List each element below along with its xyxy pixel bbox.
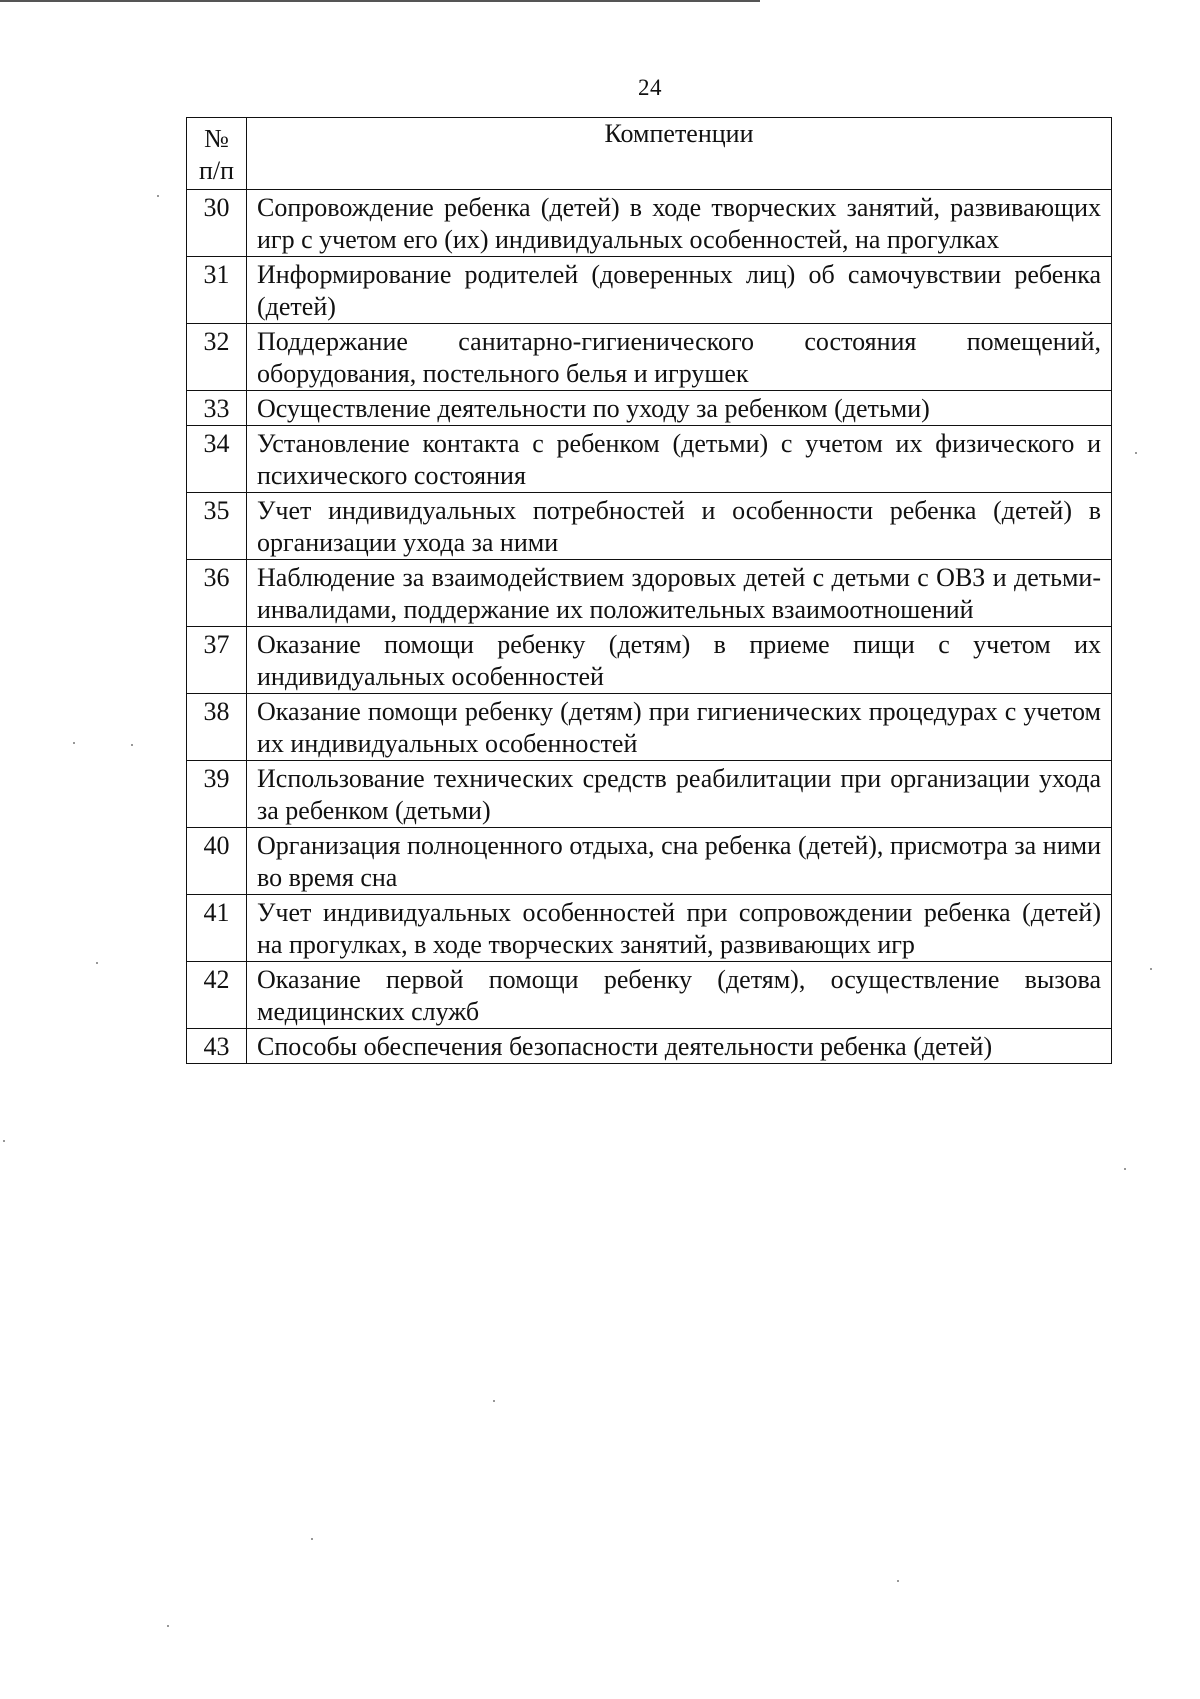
row-competency: Оказание помощи ребенку (детям) в приеме пищи с учетом их индивидуальных особенностей [247, 627, 1112, 694]
scan-speck [493, 1400, 495, 1402]
scan-speck [897, 1580, 899, 1582]
scan-speck [157, 195, 159, 197]
row-competency: Организация полноценного отдыха, сна ребенка (детей), присмотра за ними во время сна [247, 828, 1112, 895]
row-competency: Информирование родителей (доверенных лиц) об самочувствии ребенка (детей) [247, 257, 1112, 324]
row-number: 40 [187, 828, 247, 895]
scan-speck [131, 744, 133, 746]
column-header-number-symbol: № [204, 124, 229, 153]
row-number: 33 [187, 391, 247, 426]
row-competency: Поддержание санитарно-гигиенического состояния помещений, оборудования, постельного белья и игрушек [247, 324, 1112, 391]
table-row [187, 962, 1112, 1029]
column-header-competencies: Компетенции [247, 118, 1112, 190]
row-number: 32 [187, 324, 247, 391]
row-competency: Сопровождение ребенка (детей) в ходе творческих занятий, развивающих игр с учетом его (их) индивидуальных особенностей, на прогулках [247, 190, 1112, 257]
row-competency: Учет индивидуальных потребностей и особенности ребенка (детей) в организации ухода за ними [247, 493, 1112, 560]
scan-edge-line [0, 0, 760, 2]
table-row [187, 627, 1112, 694]
column-header-number [187, 118, 247, 190]
competencies-table [186, 117, 1112, 1064]
table-row [187, 324, 1112, 391]
row-number: 42 [187, 962, 247, 1029]
table-row [187, 828, 1112, 895]
scan-speck [167, 1625, 169, 1627]
row-competency: Учет индивидуальных особенностей при сопровождении ребенка (детей) на прогулках, в ходе творческих занятий, развивающих игр [247, 895, 1112, 962]
table-row [187, 493, 1112, 560]
row-number: 36 [187, 560, 247, 627]
row-competency: Способы обеспечения безопасности деятельности ребенка (детей) [247, 1029, 1112, 1064]
table-row [187, 1029, 1112, 1064]
row-number: 38 [187, 694, 247, 761]
row-number: 39 [187, 761, 247, 828]
table-row [187, 560, 1112, 627]
table-row [187, 895, 1112, 962]
row-number: 41 [187, 895, 247, 962]
scan-speck [1124, 1168, 1126, 1170]
scan-speck [73, 742, 75, 744]
row-competency: Установление контакта с ребенком (детьми) с учетом их физического и психического состояния [247, 426, 1112, 493]
column-header-number-abbr: п/п [198, 156, 235, 185]
table-row [187, 761, 1112, 828]
row-number: 34 [187, 426, 247, 493]
table-row [187, 426, 1112, 493]
table-row [187, 694, 1112, 761]
row-competency: Использование технических средств реабилитации при организации ухода за ребенком (детьми) [247, 761, 1112, 828]
row-number: 35 [187, 493, 247, 560]
row-number: 30 [187, 190, 247, 257]
scan-speck [311, 1538, 313, 1540]
scan-speck [1135, 452, 1137, 454]
row-competency: Оказание помощи ребенку (детям) при гигиенических процедурах с учетом их индивидуальных особенностей [247, 694, 1112, 761]
row-number: 37 [187, 627, 247, 694]
row-number: 43 [187, 1029, 247, 1064]
scan-speck [3, 1140, 5, 1142]
row-number: 31 [187, 257, 247, 324]
table-row [187, 391, 1112, 426]
scan-speck [1150, 968, 1152, 970]
table-row [187, 190, 1112, 257]
table-row [187, 257, 1112, 324]
scan-speck [96, 962, 98, 964]
table-header-row [187, 118, 1112, 190]
row-competency: Наблюдение за взаимодействием здоровых детей с детьми с ОВЗ и детьми-инвалидами, поддержание их положительных взаимоотношений [247, 560, 1112, 627]
page-number: 24 [638, 75, 662, 100]
row-competency: Оказание первой помощи ребенку (детям), осуществление вызова медицинских служб [247, 962, 1112, 1029]
row-competency: Осуществление деятельности по уходу за ребенком (детьми) [247, 391, 1112, 426]
